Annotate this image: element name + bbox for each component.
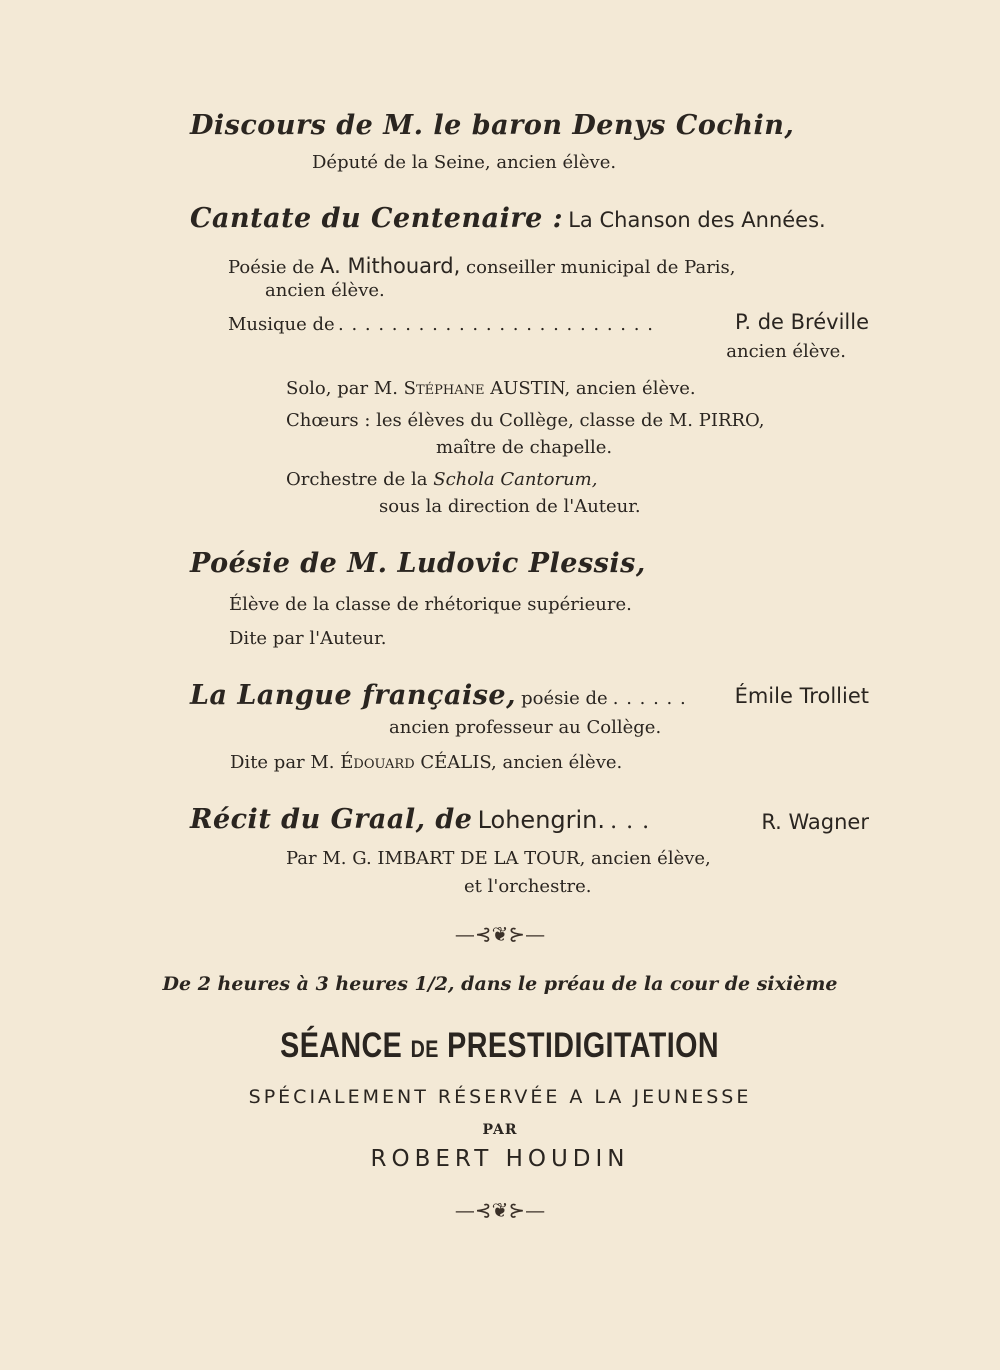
cantate-solo-role: ancien élève. [575,378,696,399]
langue-heading [190,680,687,711]
cantate-choeurs: Chœurs : les élèves du Collège, classe de M. PIRRO, [286,410,765,431]
cantate-solo-label: Solo, par M. [286,378,398,399]
seance-heading [0,1026,1000,1066]
schedule-line: De 2 heures à 3 heures 1/2, dans le préau de la cour de sixième [162,973,838,995]
cantate-orchestre-label: Orchestre de la [286,469,428,490]
langue-dite-firstname: Édouard [340,752,415,773]
cantate-musique-dots: . . . . . . . . . . . . . . . . . . . . . . . . [338,314,654,335]
langue-title: La Langue française, [190,680,517,711]
seance-reserve: SPÉCIALEMENT RÉSERVÉE A LA JEUNESSE [248,1086,752,1108]
cantate-heading [190,203,826,234]
cantate-musique-line2: ancien élève. [726,341,846,362]
recit-author: R. Wagner [761,810,869,834]
discours-title: Discours de M. le baron Denys Cochin, [190,110,795,141]
recit-work: Lohengrin. [477,806,606,834]
recit-line1: Par M. G. IMBART DE LA TOUR, ancien élève, [286,848,711,869]
cantate-orchestre-name: Schola Cantorum, [433,469,598,490]
seance-performer: ROBERT HOUDIN [370,1146,630,1172]
recit-dots: . . . [610,809,651,834]
cantate-poesie-line2: ancien élève. [265,280,385,301]
seance-word-3: PRESTIDIGITATION [447,1026,720,1065]
langue-dite [230,752,622,773]
seance-word-1: SÉANCE [280,1026,403,1065]
discours-subtitle: Député de la Seine, ancien élève. [312,152,617,173]
recit-title: Récit du Graal, de [190,804,473,835]
seance-word-2: DE [411,1036,440,1063]
langue-poesie-label: poésie de [521,688,608,709]
cantate-poesie-role: conseiller municipal de Paris, [466,257,736,278]
cantate-title: Cantate du Centenaire : [190,203,564,234]
langue-line1: ancien professeur au Collège. [389,717,662,738]
langue-dite-label: Dite par M. [230,752,335,773]
cantate-poesie-label: Poésie de [228,257,315,278]
langue-dots: . . . . . . [612,688,687,709]
cantate-orchestre-line2: sous la direction de l'Auteur. [379,496,641,517]
langue-dite-role: ancien élève. [502,752,623,773]
cantate-solo-lastname: AUSTIN, [490,378,571,399]
langue-author: Émile Trolliet [734,684,869,708]
seance-par: PAR [482,1122,518,1138]
cantate-poesie [228,254,736,278]
cantate-solo-firstname: Stéphane [403,378,485,399]
cantate-solo [286,378,696,399]
cantate-musique-author: P. de Bréville [734,310,869,334]
cantate-orchestre [286,469,597,490]
cantate-choeurs-line2: maître de chapelle. [436,437,613,458]
recit-line2: et l'orchestre. [464,876,592,897]
seance-title [281,1026,720,1066]
langue-dite-lastname: CÉALIS, [420,752,497,773]
cantate-poesie-author: A. Mithouard, [320,254,461,278]
poesie-line1: Élève de la classe de rhétorique supérieure. [229,594,632,615]
recit-heading [190,804,650,835]
cantate-musique-label: Musique de [228,314,335,335]
ornament-divider-bottom-icon: —⊰❦⊱— [454,1198,546,1222]
poesie-line2: Dite par l'Auteur. [229,628,387,649]
poesie-title: Poésie de M. Ludovic Plessis, [190,548,646,579]
cantate-work: La Chanson des Années. [568,208,826,232]
ornament-divider-icon: —⊰❦⊱— [454,922,546,946]
